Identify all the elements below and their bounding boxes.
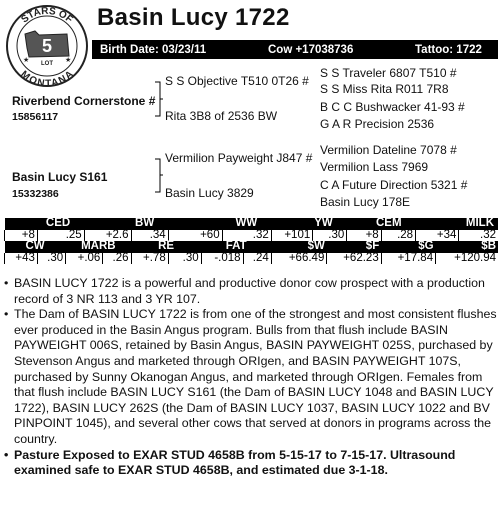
epd-value: +34 bbox=[416, 230, 459, 242]
bullet-icon: • bbox=[4, 307, 9, 322]
epd-accuracy: .25 bbox=[37, 230, 84, 242]
epd-index-value: +120.94 bbox=[436, 253, 498, 265]
cow-registration: Cow +17038736 bbox=[268, 43, 354, 56]
epd-accuracy: .24 bbox=[243, 253, 271, 265]
sire-dam-sire: B C C Bushwacker 41-93 # bbox=[320, 100, 465, 114]
epd-trait-label: RE bbox=[131, 241, 201, 253]
sire-dam-dam: G A R Precision 2536 bbox=[320, 117, 435, 131]
star-icon: ★ bbox=[65, 57, 72, 64]
epd-trait-label: $F bbox=[327, 241, 381, 253]
notes bbox=[4, 276, 498, 479]
epd-header-row-1 bbox=[5, 218, 499, 230]
epd-value-row-2 bbox=[5, 253, 499, 265]
note-production: BASIN LUCY 1722 is a powerful and productive donor cow prospect with a production record of 3 NR 113 and 3 YR 107. bbox=[14, 276, 485, 306]
epd-accuracy: .32 bbox=[222, 230, 271, 242]
tattoo: Tattoo: 1722 bbox=[415, 43, 482, 56]
sire-sire-sire: S S Traveler 6807 T510 # bbox=[320, 66, 457, 80]
epd-index-value: +66.49 bbox=[271, 253, 327, 265]
epd-trait-label: MILK bbox=[416, 218, 498, 230]
note-item bbox=[4, 307, 498, 447]
logo-arc-bottom: MONTANA bbox=[18, 68, 76, 88]
epd-accuracy: .28 bbox=[381, 230, 415, 242]
note-breeding: Pasture Exposed to EXAR STUD 4658B from 5-15-17 to 7-15-17. Ultrasound examined safe to EXAR STUD 4658B, and estimated due 3-1-18. bbox=[14, 447, 456, 478]
dam-dam-sire: C A Future Direction 5321 # bbox=[320, 178, 468, 192]
birth-date: Birth Date: 03/23/11 bbox=[100, 43, 207, 56]
epd-value: +101 bbox=[271, 230, 313, 242]
epd-value: +.78 bbox=[131, 253, 168, 265]
logo-arc-top: STARS OF bbox=[19, 5, 75, 26]
epd-value: +.06 bbox=[66, 253, 103, 265]
epd-value: +8 bbox=[347, 230, 381, 242]
epd-trait-label: WW bbox=[168, 218, 271, 230]
bullet-icon: • bbox=[4, 276, 9, 290]
epd-index-value: +62.23 bbox=[327, 253, 381, 265]
epd-value: -.018 bbox=[201, 253, 243, 265]
epd-accuracy: .26 bbox=[103, 253, 131, 265]
epd-accuracy: .30 bbox=[313, 230, 347, 242]
epd-header-row-2 bbox=[5, 241, 499, 253]
dam-sire-dam: Vermilion Lass 7969 bbox=[320, 160, 429, 174]
epd-index-value: +17.84 bbox=[381, 253, 435, 265]
epd-trait-label: $B bbox=[436, 241, 498, 253]
animal-title: Basin Lucy 1722 bbox=[97, 4, 290, 31]
dam-registration: 15332386 bbox=[12, 188, 59, 200]
epd-trait-label: FAT bbox=[201, 241, 271, 253]
dam-sire-sire: Vermilion Dateline 7078 # bbox=[320, 143, 457, 157]
sire-registration: 15856117 bbox=[12, 111, 59, 123]
dam-dam-dam: Basin Lucy 178E bbox=[320, 195, 411, 209]
epd-value: +43 bbox=[5, 253, 38, 265]
epd-trait-label: CEM bbox=[347, 218, 416, 230]
epd-accuracy: .30 bbox=[168, 253, 201, 265]
sire-name: Riverbend Cornerstone # bbox=[12, 94, 156, 108]
dam-dam: Basin Lucy 3829 bbox=[165, 186, 254, 200]
sire-sire: S S Objective T510 0T26 # bbox=[165, 74, 309, 88]
epd-value: +8 bbox=[5, 230, 38, 242]
dam-name: Basin Lucy S161 bbox=[12, 170, 108, 184]
lot-number: 5 bbox=[41, 36, 53, 56]
epd-accuracy: .30 bbox=[37, 253, 65, 265]
bullet-icon: • bbox=[4, 447, 9, 462]
note-item bbox=[4, 448, 498, 479]
epd-trait-label: CW bbox=[5, 241, 66, 253]
epd-table bbox=[4, 218, 498, 264]
epd-trait-label: $W bbox=[271, 241, 327, 253]
epd-accuracy: .34 bbox=[131, 230, 168, 242]
epd-trait-label: $G bbox=[381, 241, 435, 253]
note-dam-flush: The Dam of BASIN LUCY 1722 is from one of the strongest and most consistent flushes ever produced in the Basin Angus program. Bulls from that flush include BASIN PAYWEIGHT 006S, retained by Basin Angus, BASIN PAYWEIGHT 025S, purchased by Stevenson Angus and marketed through ORIgen, and BASIN PAYWEIGHT 107S, purchased by Sunny Okanogan Angus, and marketed through ORIgen. Females from that flush include BASIN LUCY S161 (the Dam of BASIN LUCY 1048 and BASIN LUCY 1722), BASIN LUCY 262S (the Dam of BASIN LUCY 1037, BASIN LUCY 1022 and BV PINPOINT 1045), and several other cows that served at donors in programs across the country. bbox=[14, 307, 497, 446]
lot-label: LOT bbox=[41, 61, 53, 67]
sire-sire-dam: S S Miss Rita R011 7R8 bbox=[320, 82, 449, 96]
epd-value: +60 bbox=[168, 230, 222, 242]
star-icon: ★ bbox=[23, 57, 30, 64]
epd-trait-label: YW bbox=[271, 218, 347, 230]
epd-trait-label: BW bbox=[84, 218, 168, 230]
sire-dam: Rita 3B8 of 2536 BW bbox=[165, 109, 278, 123]
dam-sire: Vermilion Payweight J847 # bbox=[165, 151, 313, 165]
epd-trait-label: CED bbox=[5, 218, 85, 230]
epd-trait-label: MARB bbox=[66, 241, 131, 253]
epd-value: +2.6 bbox=[84, 230, 131, 242]
note-item bbox=[4, 276, 498, 307]
epd-accuracy: .32 bbox=[459, 230, 498, 242]
